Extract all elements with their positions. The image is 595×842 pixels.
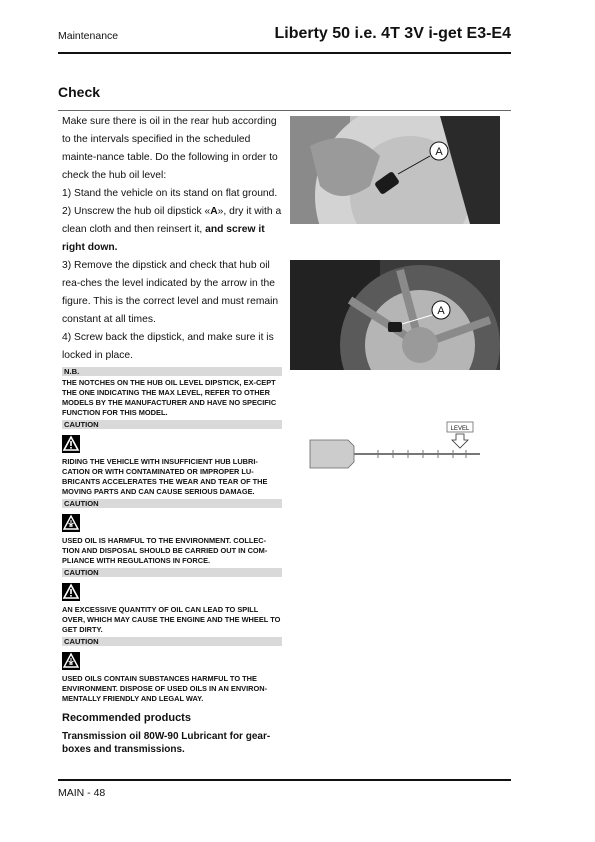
callout-a-label: A: [435, 146, 443, 158]
footer-rule: [58, 779, 511, 781]
environment-icon: [62, 514, 80, 532]
step-2-emphasis: and screw it right down.: [62, 224, 265, 253]
caution-label: CAUTION: [62, 568, 282, 577]
caution-label: CAUTION: [62, 637, 282, 646]
step-3: 3) Remove the dipstick and check that hub oil rea-ches the level indicated by the arrow in the figure. This is the correct level and must remain constant at all times.: [62, 260, 279, 325]
caution-text: AN EXCESSIVE QUANTITY OF OIL CAN LEAD TO SPILL OVER, WHICH MAY CAUSE THE ENGINE AND THE WHEEL TO GET DIRTY.: [62, 605, 281, 634]
nb-label: N.B.: [62, 367, 282, 376]
level-arrow-icon: [452, 434, 468, 448]
running-header-section: Maintenance: [58, 30, 119, 42]
callout-a-label: A: [437, 305, 445, 317]
text-column: [62, 113, 282, 756]
step-4: 4) Screw back the dipstick, and make sure it is locked in place.: [62, 332, 274, 361]
warning-icon: [62, 583, 80, 601]
intro-paragraph: Make sure there is oil in the rear hub according to the intervals specified in the scheduled mainte-nance table. Do the following in order to check the hub oil level:: [62, 116, 278, 181]
step-2: 2) Unscrew the hub oil dipstick «A», dry it with a clean cloth and then reinsert it, and screw it right down.: [62, 206, 282, 253]
caution-text: USED OIL IS HARMFUL TO THE ENVIRONMENT. COLLEC-TION AND DISPOSAL SHOULD BE CARRIED OUT IN COM-PLIANCE WITH REGULATIONS IN FORCE.: [62, 536, 268, 565]
dipstick-key: A: [210, 206, 218, 217]
section-title: Check: [58, 84, 101, 100]
hub-photo-bottom: [290, 260, 500, 370]
step-1: 1) Stand the vehicle on its stand on flat ground.: [62, 188, 278, 199]
caution-label: CAUTION: [62, 420, 282, 429]
caution-label: CAUTION: [62, 499, 282, 508]
nb-text: THE NOTCHES ON THE HUB OIL LEVEL DIPSTICK, EX-CEPT THE ONE INDICATING THE MAX LEVEL, REFER TO OTHER MODELS BY THE MANUFACTURER AND HAVE NO SPECIFIC FUNCTION FOR THIS MODEL.: [62, 378, 277, 417]
recommended-products-text: Transmission oil 80W-90 Lubricant for gear-boxes and transmissions.: [62, 731, 271, 755]
caution-text: USED OILS CONTAIN SUBSTANCES HARMFUL TO THE ENVIRONMENT. DISPOSE OF USED OILS IN AN ENVIRON-MENTALLY FRIENDLY AND LEGAL WAY.: [62, 674, 268, 703]
section-rule: [58, 110, 511, 111]
running-header-title: Liberty 50 i.e. 4T 3V i-get E3-E4: [274, 25, 511, 42]
warning-icon: [62, 435, 80, 453]
header-rule: [58, 52, 511, 54]
environment-icon: [62, 652, 80, 670]
recommended-products-title: Recommended products: [62, 712, 191, 724]
hub-photo-top: [290, 116, 500, 224]
caution-text: RIDING THE VEHICLE WITH INSUFFICIENT HUB LUBRI-CATION OR WITH CONTAMINATED OR IMPROPER LU-BRICANTS ACCELERATES THE WEAR AND TEAR OF THE MOVING PARTS AND CAN CAUSE SERIOUS DAMAGE.: [62, 457, 268, 496]
page-number: MAIN - 48: [58, 787, 106, 799]
level-label: LEVEL: [450, 426, 470, 432]
dipstick-level-diagram: [308, 418, 483, 478]
